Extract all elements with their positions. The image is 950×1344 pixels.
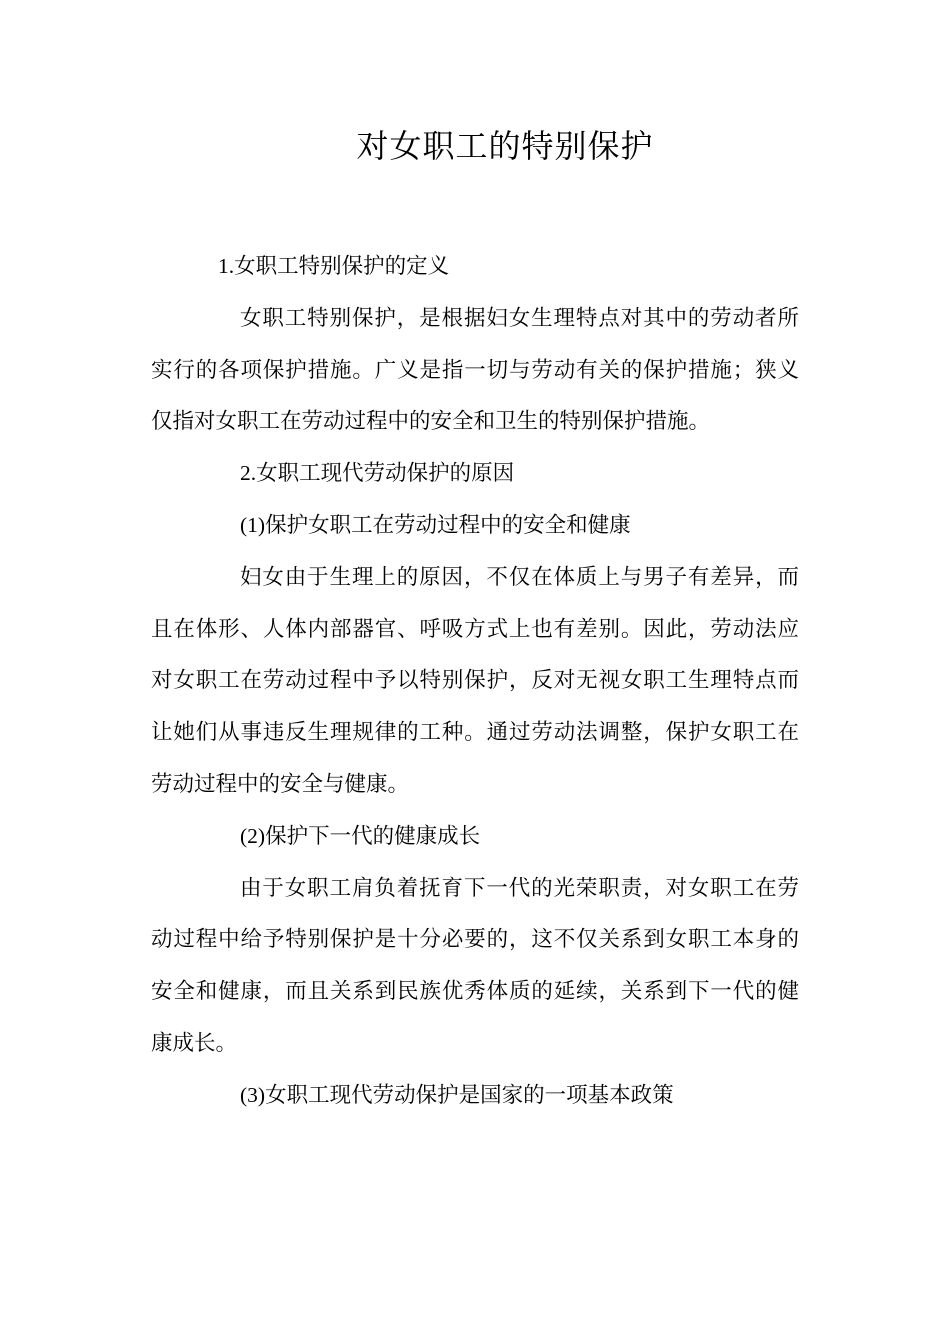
section-heading-1: 1.女职工特别保护的定义 [218, 254, 450, 278]
paragraph-line: 且在体形、人体内部器官、呼吸方式上也有差别。因此，劳动法应 [151, 616, 799, 641]
subsection-heading-1: (1)保护女职工在劳动过程中的安全和健康 [240, 512, 631, 537]
paragraph-line: 对女职工在劳动过程中予以特别保护，反对无视女职工生理特点而 [151, 668, 799, 693]
paragraph-line: 康成长。 [151, 1030, 238, 1055]
paragraph-line: 动过程中给予特别保护是十分必要的，这不仅关系到女职工本身的 [151, 927, 799, 952]
paragraph-line: 实行的各项保护措施。广义是指一切与劳动有关的保护措施；狭义 [151, 357, 799, 382]
section-heading-2: 2.女职工现代劳动保护的原因 [240, 461, 515, 486]
subsection-heading-2: (2)保护下一代的健康成长 [240, 823, 481, 848]
paragraph-line: 劳动过程中的安全与健康。 [151, 771, 410, 796]
subsection-heading-3: (3)女职工现代劳动保护是国家的一项基本政策 [240, 1082, 674, 1107]
paragraph-line: 女职工特别保护，是根据妇女生理特点对其中的劳动者所 [240, 305, 799, 330]
paragraph-line: 仅指对女职工在劳动过程中的安全和卫生的特别保护措施。 [151, 409, 711, 434]
paragraph-line: 由于女职工肩负着抚育下一代的光荣职责，对女职工在劳 [240, 875, 799, 900]
paragraph-line: 妇女由于生理上的原因，不仅在体质上与男子有差异，而 [240, 564, 799, 589]
document-body [151, 241, 799, 1122]
paragraph-line: 让她们从事违反生理规律的工种。通过劳动法调整，保护女职工在 [151, 720, 799, 745]
paragraph-line: 安全和健康，而且关系到民族优秀体质的延续，关系到下一代的健 [151, 979, 799, 1004]
document-title: 对女职工的特别保护 [356, 128, 654, 164]
